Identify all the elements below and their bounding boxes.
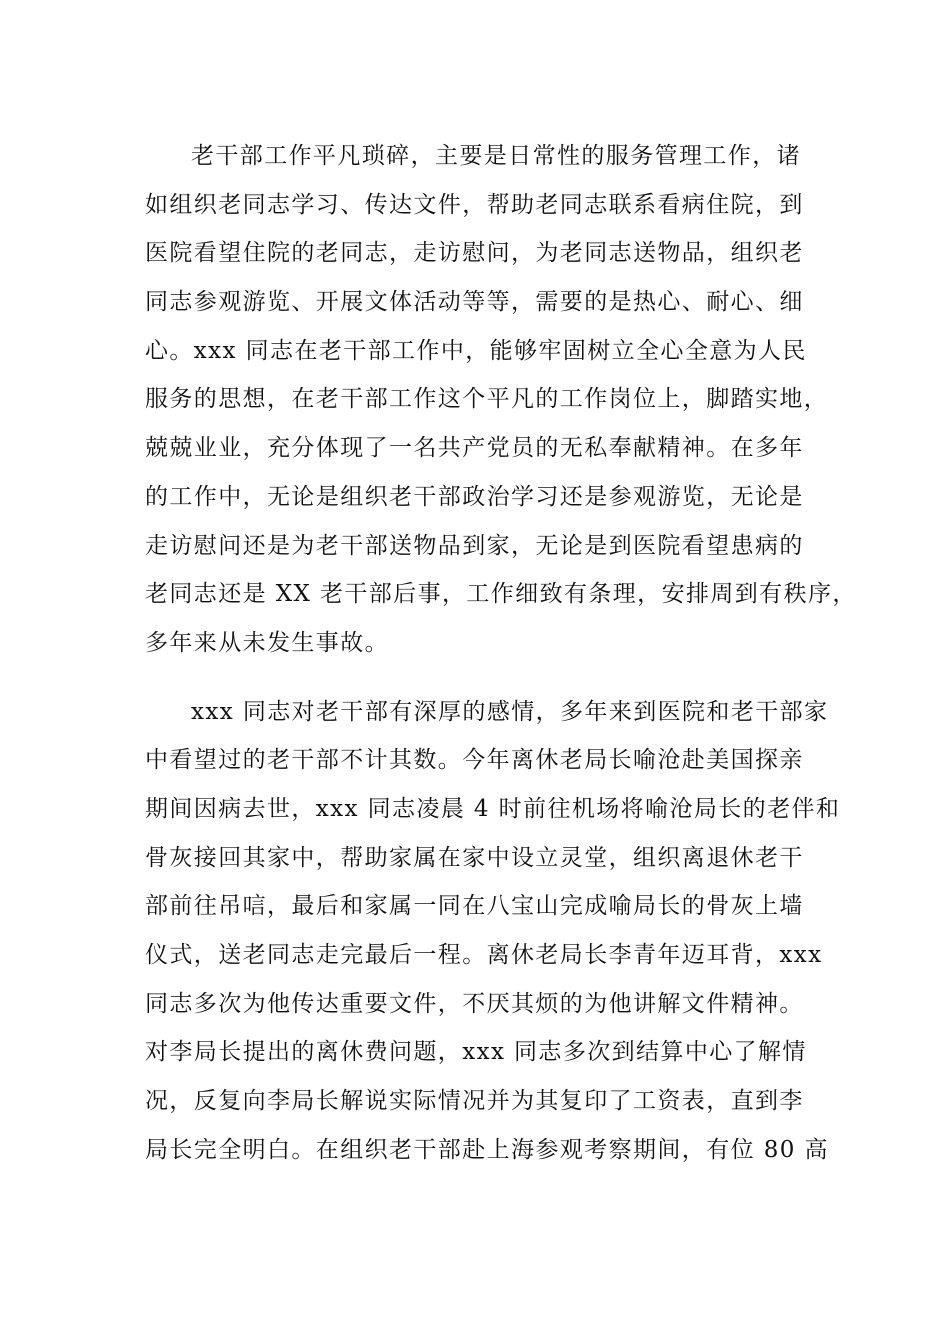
paragraph-line: 骨灰接回其家中，帮助家属在家中设立灵堂，组织离退休老干 (145, 844, 804, 871)
paragraph-line: xxx 同志对老干部有深厚的感情，多年来到医院和老干部家 (191, 698, 829, 725)
paragraph-line: 心。xxx 同志在老干部工作中，能够牢固树立全心全意为人民 (145, 337, 807, 364)
paragraph-line: 中看望过的老干部不计其数。今年离休老局长喻沧赴美国探亲 (145, 747, 804, 774)
document-body (145, 132, 857, 1174)
paragraph-line: 期间因病去世，xxx 同志凌晨 4 时前往机场将喻沧局长的老伴和 (145, 795, 841, 822)
paragraph-line: 的工作中，无论是组织老干部政治学习还是参观游览，无论是 (145, 483, 804, 510)
paragraph-line: 服务的思想，在老干部工作这个平凡的工作岗位上，脚踏实地， (145, 386, 829, 413)
paragraph-2 (145, 688, 841, 1175)
paragraph-spacer (145, 668, 811, 688)
paragraph-line: 仪式，送老同志走完最后一程。离休老局长李青年迈耳背，xxx (145, 942, 823, 968)
paragraph-line: 老干部工作平凡琐碎，主要是日常性的服务管理工作，诸 (191, 143, 801, 169)
paragraph-line: 对李局长提出的离休费问题，xxx 同志多次到结算中心了解情 (145, 1039, 807, 1066)
paragraph-line: 走访慰问还是为老干部送物品到家，无论是到医院看望患病的 (145, 532, 804, 559)
paragraph-line: 医院看望住院的老同志，走访慰问，为老同志送物品，组织老 (145, 240, 804, 267)
paragraph-line: 同志参观游览、开展文体活动等等，需要的是热心、耐心、细 (145, 289, 804, 316)
paragraph-line: 兢兢业业，充分体现了一名共产党员的无私奉献精神。在多年 (145, 435, 804, 462)
paragraph-line: 多年来从未发生事故。 (145, 629, 389, 656)
paragraph-line: 同志多次为他传达重要文件，不厌其烦的为他讲解文件精神。 (145, 990, 804, 1017)
paragraph-line: 局长完全明白。在组织老干部赴上海参观考察期间，有位 80 高 (145, 1136, 829, 1163)
paragraph-1 (145, 132, 857, 668)
paragraph-line: 况，反复向李局长解说实际情况并为其复印了工资表，直到李 (145, 1088, 804, 1115)
paragraph-line: 如组织老同志学习、传达文件，帮助老同志联系看病住院，到 (145, 191, 804, 218)
paragraph-line: 老同志还是 XX 老干部后事，工作细致有条理，安排周到有秩序， (145, 581, 857, 608)
paragraph-line: 部前往吊唁，最后和家属一同在八宝山完成喻局长的骨灰上墙 (145, 893, 804, 920)
